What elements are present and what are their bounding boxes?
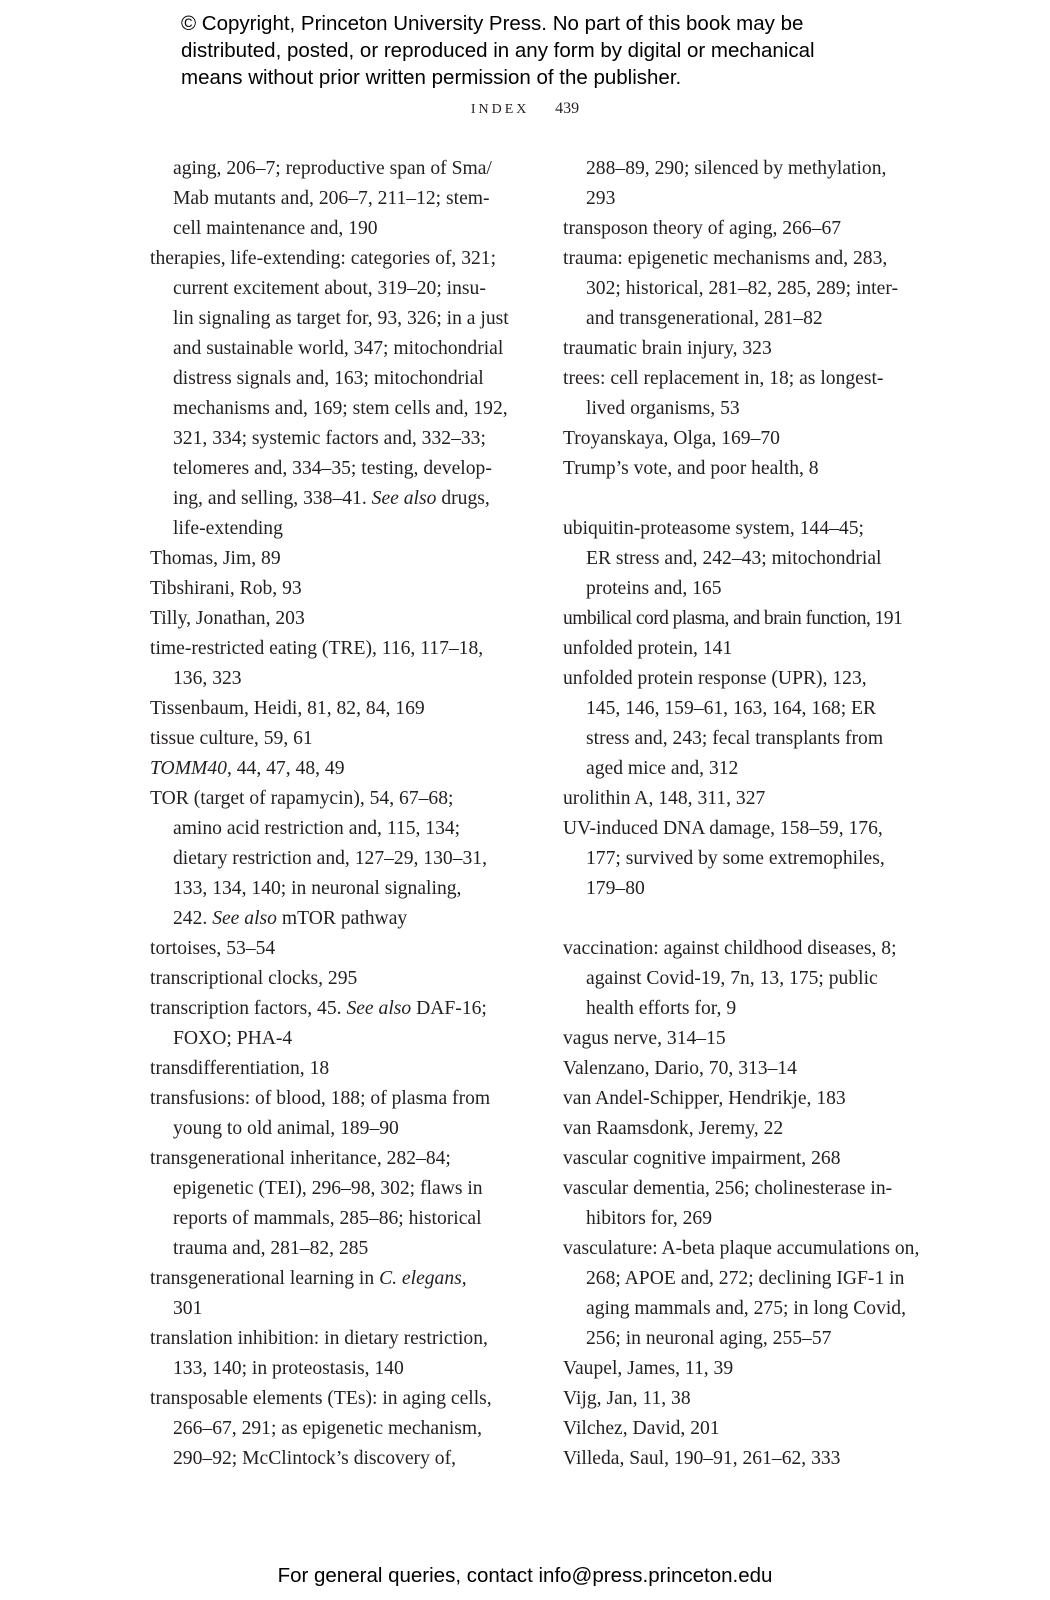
index-line: health efforts for, 9 xyxy=(586,998,737,1019)
index-line: life-extending xyxy=(173,518,283,539)
index-line: epigenetic (TEI), 296–98, 302; flaws in xyxy=(173,1178,483,1199)
index-line: 302; historical, 281–82, 285, 289; inter- xyxy=(586,278,898,299)
index-line: 145, 146, 159–61, 163, 164, 168; ER xyxy=(586,698,877,719)
gene-name: TOMM40 xyxy=(150,758,227,779)
index-line: 290–92; McClintock’s discovery of, xyxy=(173,1448,456,1469)
index-entry: TOR (target of rapamycin), 54, 67–68; xyxy=(150,788,454,809)
index-line: trauma and, 281–82, 285 xyxy=(173,1238,369,1259)
index-line: 136, 323 xyxy=(173,668,242,689)
see-also: See also xyxy=(212,908,277,929)
index-line: 266–67, 291; as epigenetic mechanism, xyxy=(173,1418,483,1439)
section-title: INDEX xyxy=(470,102,530,117)
index-entry: transgenerational inheritance, 282–84; xyxy=(150,1148,451,1169)
species-name: C. elegans xyxy=(379,1268,462,1289)
index-entry: vagus nerve, 314–15 xyxy=(563,1028,726,1049)
index-line: aged mice and, 312 xyxy=(586,758,739,779)
index-line: 301 xyxy=(173,1298,203,1319)
index-entry: transfusions: of blood, 188; of plasma from xyxy=(150,1088,491,1109)
index-line: cell maintenance and, 190 xyxy=(173,218,378,239)
index-line: and transgenerational, 281–82 xyxy=(586,308,823,329)
index-entry: umbilical cord plasma, and brain function, 191 xyxy=(563,608,903,629)
index-entry: time-restricted eating (TRE), 116, 117–18, xyxy=(150,638,484,659)
index-entry: Thomas, Jim, 89 xyxy=(150,548,281,569)
index-entry: vascular cognitive impairment, 268 xyxy=(563,1148,841,1169)
index-line: 133, 140; in proteostasis, 140 xyxy=(173,1358,404,1379)
index-entry: urolithin A, 148, 311, 327 xyxy=(563,788,766,809)
copyright-line: distributed, posted, or reproduced in any form by digital or mechanical xyxy=(181,39,815,62)
index-entry: Tissenbaum, Heidi, 81, 82, 84, 169 xyxy=(150,698,425,719)
index-line: Mab mutants and, 206–7, 211–12; stem- xyxy=(173,188,490,209)
index-line: and sustainable world, 347; mitochondrial xyxy=(173,338,504,359)
index-line: aging mammals and, 275; in long Covid, xyxy=(586,1298,907,1319)
index-line: 133, 134, 140; in neuronal signaling, xyxy=(173,878,462,899)
index-entry: van Raamsdonk, Jeremy, 22 xyxy=(563,1118,784,1139)
letter-group-gap xyxy=(563,484,938,514)
index-line: proteins and, 165 xyxy=(586,578,722,599)
index-entry: unfolded protein, 141 xyxy=(563,638,733,659)
index-line: aging, 206–7; reproductive span of Sma/ xyxy=(173,158,492,179)
index-entry: therapies, life-extending: categories of, 321; xyxy=(150,248,497,269)
index-entry: UV-induced DNA damage, 158–59, 176, xyxy=(563,818,883,839)
index-entry: tortoises, 53–54 xyxy=(150,938,276,959)
index-entry: traumatic brain injury, 323 xyxy=(563,338,772,359)
index-entry: vaccination: against childhood diseases, 8; xyxy=(563,938,897,959)
index-line: 321, 334; systemic factors and, 332–33; xyxy=(173,428,486,449)
index-entry: van Andel-Schipper, Hendrikje, 183 xyxy=(563,1088,846,1109)
index-line: 288–89, 290; silenced by methylation, xyxy=(586,158,887,179)
index-line: lin signaling as target for, 93, 326; in a just xyxy=(173,308,509,329)
index-line: ing, and selling, 338–41. See also drugs, xyxy=(173,488,490,509)
index-line: lived organisms, 53 xyxy=(586,398,740,419)
index-line: 256; in neuronal aging, 255–57 xyxy=(586,1328,832,1349)
see-also: See also xyxy=(346,998,412,1019)
index-entry: vasculature: A-beta plaque accumulations on, xyxy=(563,1238,920,1259)
copyright-notice xyxy=(181,10,981,91)
index-entry: transposable elements (TEs): in aging cells, xyxy=(150,1388,492,1409)
index-line: dietary restriction and, 127–29, 130–31, xyxy=(173,848,487,869)
index-column-left xyxy=(150,154,525,1474)
index-entry: trauma: epigenetic mechanisms and, 283, xyxy=(563,248,888,269)
footer-contact: For general queries, contact info@press.princeton.edu xyxy=(277,1564,773,1587)
index-line: young to old animal, 189–90 xyxy=(173,1118,399,1139)
index-line: amino acid restriction and, 115, 134; xyxy=(173,818,461,839)
index-entry: transdifferentiation, 18 xyxy=(150,1058,330,1079)
index-line: FOXO; PHA-4 xyxy=(173,1028,293,1049)
index-line: reports of mammals, 285–86; historical xyxy=(173,1208,482,1229)
index-entry: Trump’s vote, and poor health, 8 xyxy=(563,458,819,479)
index-entry: Villeda, Saul, 190–91, 261–62, 333 xyxy=(563,1448,841,1469)
index-entry: Tibshirani, Rob, 93 xyxy=(150,578,302,599)
index-entry: Troyanskaya, Olga, 169–70 xyxy=(563,428,780,449)
index-entry: trees: cell replacement in, 18; as longest- xyxy=(563,368,884,389)
index-entry: ubiquitin-proteasome system, 144–45; xyxy=(563,518,864,539)
index-line: stress and, 243; fecal transplants from xyxy=(586,728,884,749)
index-entry: Valenzano, Dario, 70, 313–14 xyxy=(563,1058,797,1079)
index-line: distress signals and, 163; mitochondrial xyxy=(173,368,484,389)
copyright-line: means without prior written permission of the publisher. xyxy=(181,66,682,89)
index-entry: translation inhibition: in dietary restriction, xyxy=(150,1328,488,1349)
index-entry: tissue culture, 59, 61 xyxy=(150,728,313,749)
index-entry: Vilchez, David, 201 xyxy=(563,1418,720,1439)
index-entry: Tilly, Jonathan, 203 xyxy=(150,608,305,629)
index-line: 268; APOE and, 272; declining IGF-1 in xyxy=(586,1268,905,1289)
index-column-right xyxy=(563,154,938,1474)
index-line: against Covid-19, 7n, 13, 175; public xyxy=(586,968,878,989)
index-line: hibitors for, 269 xyxy=(586,1208,713,1229)
letter-group-gap xyxy=(563,904,938,934)
copyright-line: © Copyright, Princeton University Press. No part of this book may be xyxy=(181,12,804,35)
index-entry: transcription factors, 45. See also DAF-16; xyxy=(150,998,487,1019)
index-entry: transgenerational learning in C. elegans, xyxy=(150,1268,467,1289)
page-number: 439 xyxy=(555,100,580,117)
index-line: 242. See also mTOR pathway xyxy=(173,908,408,929)
see-also: See also xyxy=(371,488,437,509)
index-entry: Vaupel, James, 11, 39 xyxy=(563,1358,734,1379)
index-entry: transposon theory of aging, 266–67 xyxy=(563,218,842,239)
index-entry: transcriptional clocks, 295 xyxy=(150,968,358,989)
index-line: current excitement about, 319–20; insu- xyxy=(173,278,486,299)
index-line: 293 xyxy=(586,188,616,209)
index-line: 177; survived by some extremophiles, xyxy=(586,848,885,869)
index-entry: Vijg, Jan, 11, 38 xyxy=(563,1388,691,1409)
index-line: 179–80 xyxy=(586,878,645,899)
index-entry: unfolded protein response (UPR), 123, xyxy=(563,668,867,689)
index-entry: TOMM40, 44, 47, 48, 49 xyxy=(150,758,345,779)
index-line: telomeres and, 334–35; testing, develop- xyxy=(173,458,492,479)
index-line: mechanisms and, 169; stem cells and, 192, xyxy=(173,398,508,419)
index-entry: vascular dementia, 256; cholinesterase in- xyxy=(563,1178,893,1199)
index-line: ER stress and, 242–43; mitochondrial xyxy=(586,548,882,569)
running-head xyxy=(0,100,1050,118)
